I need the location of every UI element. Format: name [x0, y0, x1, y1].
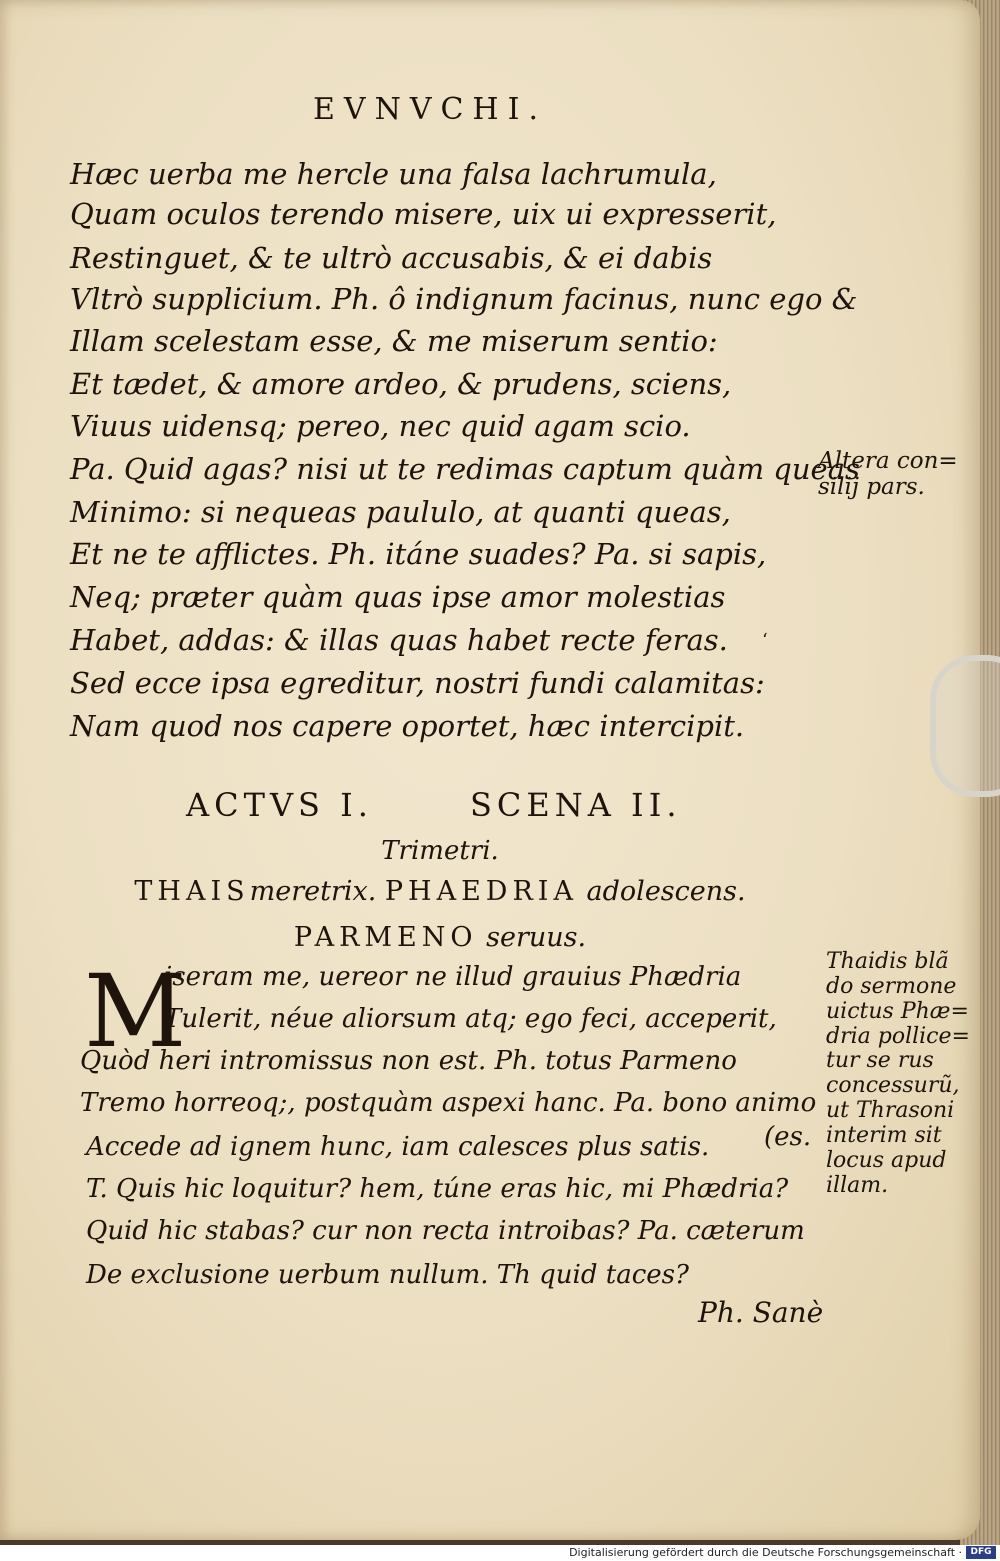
- dfg-logo: DFG: [966, 1546, 996, 1559]
- verse-line: Nam quod nos capere oportet, hæc intercipit.: [70, 709, 745, 743]
- margin-note-line: uictus Phæ=: [826, 998, 969, 1024]
- running-head: EVNVCHI.: [313, 92, 547, 127]
- verse-line: Illam scelestam esse, & me miserum sentio:: [70, 324, 718, 358]
- catchword: Ph. Sanè: [698, 1296, 824, 1329]
- margin-note-line: Thaidis blã: [826, 949, 949, 974]
- verse-line: De exclusione uerbum nullum. Th quid taces?: [86, 1260, 689, 1290]
- act-number: ACTVS I.: [186, 786, 373, 824]
- meter-label: Trimetri.: [381, 836, 499, 866]
- speakers-line: [0, 922, 880, 953]
- margin-note-line: interim sit: [826, 1123, 942, 1149]
- stray-mark: ʻ: [762, 630, 768, 651]
- verse-line: Minimo: si nequeas paululo, at quanti queas,: [70, 495, 731, 529]
- speaker-role: adolescens.: [586, 876, 746, 907]
- verse-line: Quam oculos terendo misere, uix ui expresserit,: [70, 197, 777, 231]
- margin-note-line: silij pars.: [818, 473, 925, 500]
- speakers-line: [0, 876, 880, 907]
- verse-line: Accede ad ignem hunc, iam calesces plus satis.: [86, 1132, 710, 1162]
- footer-bar: [0, 1545, 1000, 1561]
- margin-note-line: tur se rus: [826, 1048, 934, 1074]
- scene-number: SCENA II.: [470, 786, 682, 824]
- verse-line: iseram me, uereor ne illud grauius Phædria: [164, 962, 742, 992]
- turnover-text: (es.: [764, 1122, 812, 1152]
- verse-line: Quid hic stabas? cur non recta introibas? Pa. cæterum: [86, 1216, 805, 1246]
- verse-line: Quòd heri intromissus non est. Ph. totus Parmeno: [80, 1046, 737, 1076]
- verse-line: Tulerit, néue aliorsum atq; ego feci, acceperit,: [164, 1004, 777, 1034]
- verse-line: Viuus uidensq; pereo, nec quid agam scio.: [70, 409, 691, 443]
- verse-line: Vltrò supplicium. Ph. ô indignum facinus, nunc ego &: [70, 282, 858, 316]
- verse-line: Tremo horreoq;, postquàm aspexi hanc. Pa. bono animo: [80, 1088, 817, 1118]
- margin-note-line: dria pollice=: [826, 1023, 970, 1049]
- verse-line: Restinguet, & te ultrò accusabis, & ei dabis: [70, 241, 713, 275]
- margin-note: [818, 448, 958, 500]
- funding-credit: Digitalisierung gefördert durch die Deutsche Forschungsgemeinschaft ·: [569, 1546, 962, 1559]
- verse-line: Hæc uerba me hercle una falsa lachrumula,: [70, 157, 717, 191]
- drop-cap: M: [84, 953, 187, 1070]
- margin-note-line: illam.: [826, 1172, 889, 1198]
- verse-line: Sed ecce ipsa egreditur, nostri fundi calamitas:: [70, 666, 765, 700]
- speaker-name: PARMENO: [293, 922, 478, 953]
- speaker-name: THAIS: [134, 876, 250, 907]
- verse-line: Neq; præter quàm quas ipse amor molestias: [70, 580, 726, 614]
- margin-note-line: ut Thrasoni: [826, 1098, 955, 1124]
- margin-note: [826, 950, 970, 1199]
- margin-note-line: do sermone: [826, 973, 957, 999]
- verse-line: Et tædet, & amore ardeo, & prudens, sciens,: [70, 367, 732, 401]
- speaker-name: PHAEDRIA: [384, 876, 578, 907]
- margin-note-line: Altera con=: [818, 448, 958, 474]
- speaker-role: seruus.: [486, 922, 587, 953]
- speaker-role: meretrix.: [249, 876, 377, 907]
- margin-note-line: locus apud: [826, 1147, 947, 1173]
- verse-line: Pa. Quid agas? nisi ut te redimas captum quàm queas: [70, 452, 860, 486]
- margin-note-line: concessurũ,: [826, 1073, 960, 1099]
- verse-line: Habet, addas: & illas quas habet recte feras.: [70, 623, 728, 657]
- verse-line: Et ne te afflictes. Ph. itáne suades? Pa. si sapis,: [70, 537, 767, 571]
- verse-line: T. Quis hic loquitur? hem, túne eras hic, mi Phædria?: [86, 1174, 789, 1204]
- page-tab-marker: [930, 655, 1000, 797]
